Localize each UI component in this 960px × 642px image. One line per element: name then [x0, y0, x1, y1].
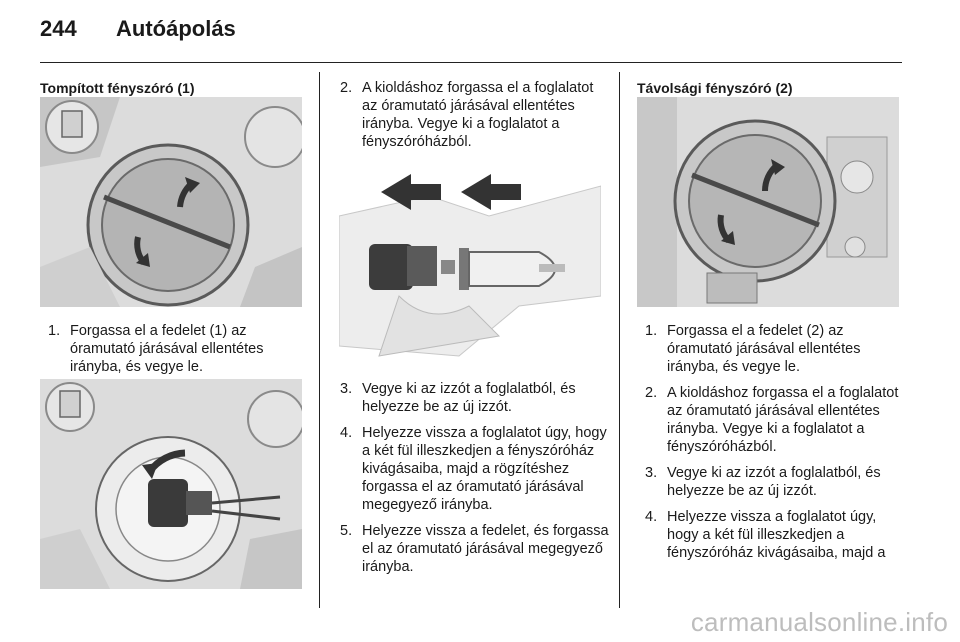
low-beam-heading: Tompított fényszóró (1): [40, 80, 195, 96]
low-beam-steps: [48, 322, 298, 384]
figure-high-beam-cover: [637, 97, 899, 307]
page-number: 244: [40, 16, 77, 41]
watermark: carmanualsonline.info: [690, 607, 948, 637]
list-item: 4. Helyezze vissza a foglalatot úgy, hogy a két fül illeszkedjen a fényszóróház kivágásaiba, majd a rögzítéshez forgassa el az óramutató járásával megegyező irányba.: [340, 425, 607, 513]
figure-bulb-removal: [339, 156, 601, 366]
page-header: [40, 16, 900, 64]
column-divider-2: [619, 72, 620, 608]
bulb-replacement-steps: [340, 380, 610, 584]
high-beam-heading: Távolsági fényszóró (2): [637, 80, 793, 96]
list-item: 4. Helyezze vissza a foglalatot úgy, hogy a két fül illeszkedjen a fényszóróház kivágásaiba, majd a: [645, 509, 886, 561]
figure-low-beam-cover: [40, 97, 302, 307]
list-item: 3. Vegye ki az izzót a foglalatból, és helyezze be az új izzót.: [340, 381, 576, 415]
list-item: 2. A kioldáshoz forgassa el a foglalatot az óramutató járásával ellentétes irányba. Vegye ki a foglalatot a fényszóróházból.: [340, 80, 594, 150]
list-item: 1. Forgassa el a fedelet (1) az óramutató járásával ellentétes irányba, és vegye le.: [48, 323, 264, 375]
list-item: 2. A kioldáshoz forgassa el a foglalatot az óramutató járásával ellentétes irányba. Vegye ki a foglalatot a fényszóróházból.: [645, 385, 899, 455]
list-item: 5. Helyezze vissza a fedelet, és forgassa el az óramutató járásával megegyező irányba.: [340, 523, 609, 575]
list-item: 1. Forgassa el a fedelet (2) az óramutató járásával ellentétes irányba, és vegye le.: [645, 323, 861, 375]
list-item: 3. Vegye ki az izzót a foglalatból, és helyezze be az új izzót.: [645, 465, 881, 499]
high-beam-steps: [645, 322, 907, 570]
figure-low-beam-socket: [40, 379, 302, 589]
socket-removal-steps: [340, 79, 606, 159]
header-rule: [40, 62, 902, 63]
section-title: Autóápolás: [116, 16, 236, 41]
column-divider-1: [319, 72, 320, 608]
